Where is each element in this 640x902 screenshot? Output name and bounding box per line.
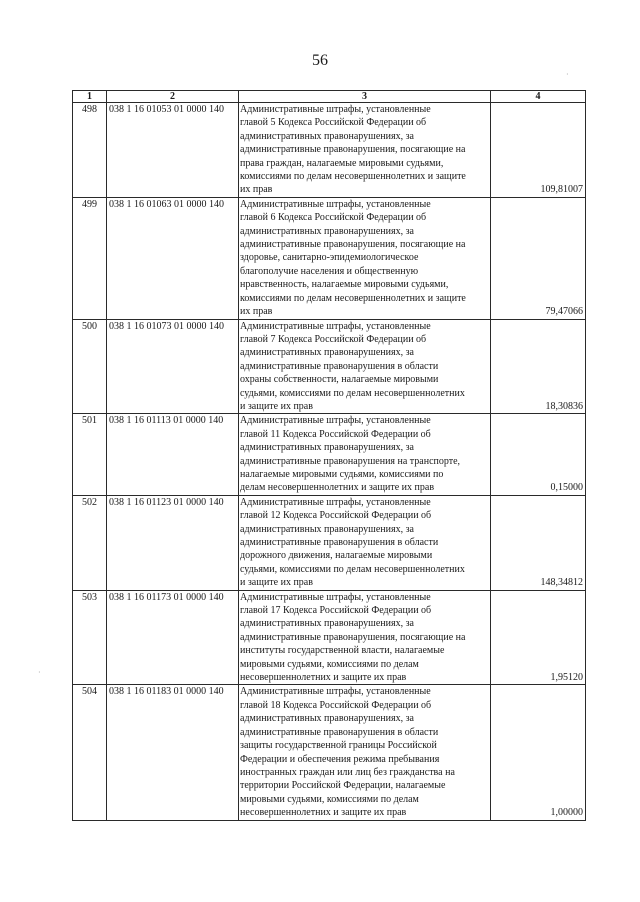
description-line: административные правонарушения в области	[240, 537, 439, 548]
description-line: территории Российской Федерации, налагаемые	[240, 780, 446, 792]
description-line: административных правонарушениях, за	[240, 618, 414, 630]
description	[239, 319, 491, 414]
table-row	[73, 103, 586, 198]
description-line: Административные штрафы, установленные	[240, 198, 431, 210]
description-line: их прав	[240, 306, 273, 318]
description-line: Административные штрафы, установленные	[240, 415, 431, 427]
description-line: и защите их прав	[240, 400, 313, 412]
description-line: налагаемые мировыми судьями, комиссиями по	[240, 468, 444, 480]
amount-value: 0,15000	[491, 414, 586, 495]
row-number: 500	[73, 319, 107, 414]
description	[239, 685, 491, 820]
description-line: Административные штрафы, установленные	[240, 686, 431, 698]
description-line: главой 12 Кодекса Российской Федерации об	[240, 510, 432, 522]
description-line: благополучие населения и общественную	[240, 265, 419, 277]
description-line: институты государственной власти, налагаемые	[240, 645, 445, 657]
column-header: 1	[73, 91, 107, 103]
budget-code: 038 1 16 01113 01 0000 140	[107, 414, 239, 495]
description-line: главой 11 Кодекса Российской Федерации об	[240, 428, 431, 440]
table-row	[73, 685, 586, 820]
description-line: административные правонарушения, посягающие на	[240, 239, 466, 251]
budget-code: 038 1 16 01073 01 0000 140	[107, 319, 239, 414]
description-line: защиты государственной границы Российской	[240, 740, 437, 752]
budget-code: 038 1 16 01053 01 0000 140	[107, 103, 239, 198]
description	[239, 495, 491, 590]
description-line: главой 6 Кодекса Российской Федерации об	[240, 212, 427, 224]
row-number: 498	[73, 103, 107, 198]
budget-table	[72, 90, 586, 821]
description-line: главой 18 Кодекса Российской Федерации об	[240, 699, 432, 711]
table-body	[73, 103, 586, 821]
column-header: 2	[107, 91, 239, 103]
description-line: Федерации и обеспечения режима пребывания	[240, 753, 440, 765]
budget-code: 038 1 16 01063 01 0000 140	[107, 197, 239, 319]
row-number: 501	[73, 414, 107, 495]
page-number: 56	[312, 52, 328, 69]
description-line: мировыми судьями, комиссиями по делам	[240, 658, 419, 670]
row-number: 503	[73, 590, 107, 685]
description-line: административные правонарушения в области	[240, 360, 439, 372]
amount-value: 1,95120	[491, 590, 586, 685]
budget-code: 038 1 16 01123 01 0000 140	[107, 495, 239, 590]
description-line: административных правонарушениях, за	[240, 347, 414, 359]
description-line: административных правонарушениях, за	[240, 713, 414, 725]
amount-value: 18,30836	[491, 319, 586, 414]
description-line: охраны собственности, налагаемые мировыми	[240, 374, 439, 386]
description-line: главой 5 Кодекса Российской Федерации об	[240, 117, 427, 129]
table-row	[73, 197, 586, 319]
description-line: главой 17 Кодекса Российской Федерации об	[240, 605, 432, 617]
description-line: несовершеннолетних и защите их прав	[240, 672, 407, 684]
description-line: несовершеннолетних и защите их прав	[240, 807, 407, 819]
table-row	[73, 319, 586, 414]
description-line: главой 7 Кодекса Российской Федерации об	[240, 333, 427, 345]
amount-value: 109,81007	[491, 103, 586, 198]
description-line: их прав	[240, 184, 273, 196]
description	[239, 414, 491, 495]
description-line: права граждан, налагаемые мировыми судьями,	[240, 157, 444, 169]
table-header-row	[73, 91, 586, 103]
description-line: комиссиями по делам несовершеннолетних и защите	[240, 292, 466, 304]
scan-speck: ·	[566, 70, 569, 79]
row-number: 499	[73, 197, 107, 319]
description-line: административных правонарушениях, за	[240, 523, 414, 535]
table-row	[73, 590, 586, 685]
description	[239, 197, 491, 319]
budget-code: 038 1 16 01173 01 0000 140	[107, 590, 239, 685]
description-line: Административные штрафы, установленные	[240, 320, 431, 332]
description-line: Административные штрафы, установленные	[240, 496, 431, 508]
table-row	[73, 495, 586, 590]
description-line: мировыми судьями, комиссиями по делам	[240, 793, 419, 805]
description-line: здоровье, санитарно-эпидемиологическое	[240, 252, 419, 264]
description-line: судьями, комиссиями по делам несовершеннолетних	[240, 387, 465, 399]
description-line: административных правонарушениях, за	[240, 130, 414, 142]
description-line: административные правонарушения на транспорте,	[240, 455, 461, 467]
description-line: административных правонарушениях, за	[240, 225, 414, 237]
description-line: иностранных граждан или лиц без гражданства на	[240, 766, 455, 778]
description-line: административные правонарушения, посягающие на	[240, 631, 466, 643]
description	[239, 590, 491, 685]
description-line: Административные штрафы, установленные	[240, 104, 431, 115]
description-line: дорожного движения, налагаемые мировыми	[240, 550, 433, 562]
description-line: судьями, комиссиями по делам несовершеннолетних	[240, 563, 465, 575]
scan-speck: ·	[38, 668, 41, 677]
row-number: 502	[73, 495, 107, 590]
row-number: 504	[73, 685, 107, 820]
amount-value: 79,47066	[491, 197, 586, 319]
column-header: 3	[239, 91, 491, 103]
description-line: комиссиями по делам несовершеннолетних и защите	[240, 171, 466, 183]
budget-code: 038 1 16 01183 01 0000 140	[107, 685, 239, 820]
description	[239, 103, 491, 198]
description-line: делам несовершеннолетних и защите их прав	[240, 482, 435, 494]
description-line: административных правонарушениях, за	[240, 442, 414, 454]
amount-value: 1,00000	[491, 685, 586, 820]
column-header: 4	[491, 91, 586, 103]
description-line: административные правонарушения, посягающие на	[240, 144, 466, 156]
table-row	[73, 414, 586, 495]
description-line: и защите их прав	[240, 577, 313, 589]
description-line: административные правонарушения в области	[240, 726, 439, 738]
description-line: Административные штрафы, установленные	[240, 591, 431, 603]
description-line: нравственность, налагаемые мировыми судьями,	[240, 279, 449, 291]
amount-value: 148,34812	[491, 495, 586, 590]
